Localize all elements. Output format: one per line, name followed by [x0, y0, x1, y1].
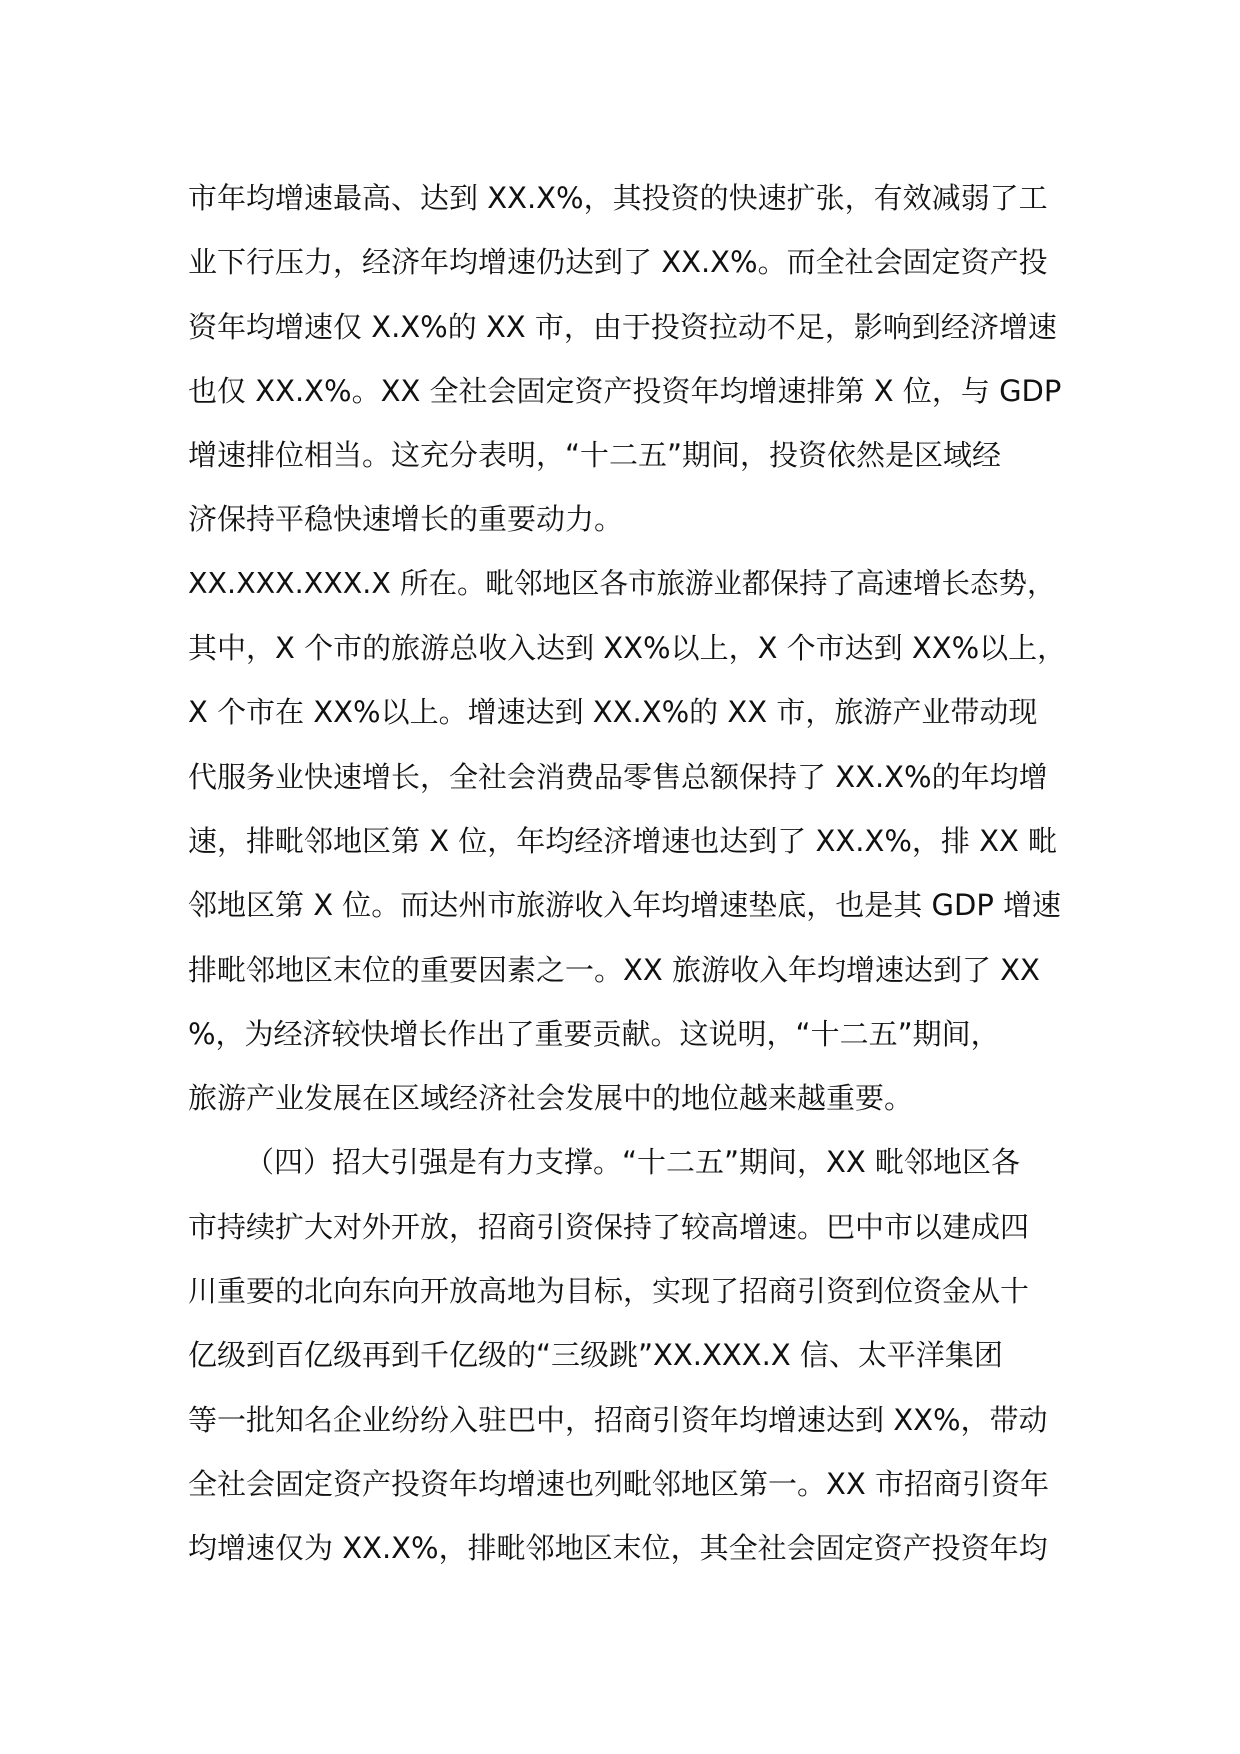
- text-line: 其中，X 个市的旅游总收入达到 XX%以上，X 个市达到 XX%以上，: [188, 631, 1067, 666]
- text-line: 代服务业快速增长，全社会消费品零售总额保持了 XX.X%的年均增: [188, 759, 1048, 794]
- text-line: 旅游产业发展在区域经济社会发展中的地位越来越重要。: [188, 1081, 914, 1116]
- text-line: 排毗邻地区末位的重要因素之一。XX 旅游收入年均增速达到了 XX: [188, 952, 1040, 987]
- text-line: 市持续扩大对外开放，招商引资保持了较高增速。巴中市以建成四: [188, 1209, 1030, 1244]
- text-line: 速，排毗邻地区第 X 位，年均经济增速也达到了 XX.X%，排 XX 毗: [188, 823, 1058, 858]
- text-line: 邻地区第 X 位。而达州市旅游收入年均增速垫底，也是其 GDP 增速: [188, 888, 1062, 923]
- text-line: X 个市在 XX%以上。增速达到 XX.X%的 XX 市，旅游产业带动现: [188, 695, 1038, 730]
- text-line: 市年均增速最高、达到 XX.X%，其投资的快速扩张，有效减弱了工: [188, 181, 1048, 215]
- text-line: XX.XXX.XXX.X 所在。毗邻地区各市旅游业都保持了高速增长态势，: [188, 566, 1056, 600]
- text-line: 等一批知名企业纷纷入驻巴中，招商引资年均增速达到 XX%，带动: [188, 1402, 1048, 1437]
- text-line: %，为经济较快增长作出了重要贡献。这说明，“十二五”期间，: [188, 1016, 1000, 1051]
- text-line: 亿级到百亿级再到千亿级的“三级跳”XX.XXX.X 信、太平洋集团: [188, 1338, 1003, 1373]
- text-line: 济保持平稳快速增长的重要动力。: [188, 502, 624, 537]
- text-line: 也仅 XX.X%。XX 全社会固定资产投资年均增速排第 X 位，与 GDP: [188, 373, 1062, 408]
- text-line: 川重要的北向东向开放高地为目标，实现了招商引资到位资金从十: [188, 1274, 1030, 1309]
- text-line: 增速排位相当。这充分表明，“十二五”期间，投资依然是区域经: [188, 438, 1002, 473]
- text-line: 均增速仅为 XX.X%，排毗邻地区末位，其全社会固定资产投资年均: [188, 1531, 1048, 1566]
- text-line: 业下行压力，经济年均增速仍达到了 XX.X%。而全社会固定资产投: [188, 245, 1048, 280]
- document-body: [188, 166, 1068, 1581]
- text-line: 全社会固定资产投资年均增速也列毗邻地区第一。XX 市招商引资年: [188, 1466, 1049, 1501]
- section-heading-line: （四）招大引强是有力支撑。“十二五”期间，XX 毗邻地区各: [245, 1145, 1021, 1180]
- text-line: 资年均增速仅 X.X%的 XX 市，由于投资拉动不足，影响到经济增速: [188, 309, 1057, 344]
